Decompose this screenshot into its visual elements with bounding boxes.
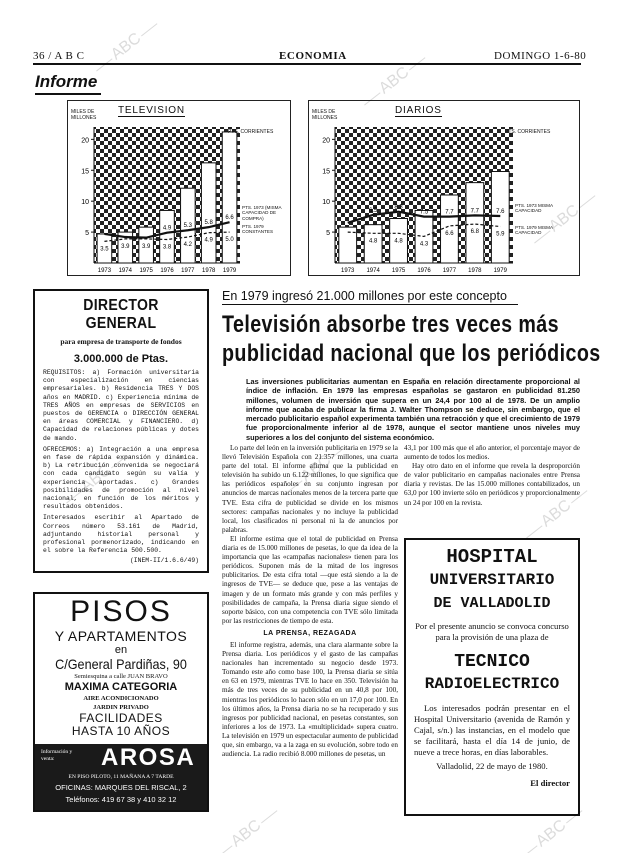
data-label: 6.8 <box>470 229 480 236</box>
paragraph: 43,1 por 100 más que el año anterior, el porcentaje mayor de aumento de todos los medios. <box>404 444 580 462</box>
pisos-info: Información y venta: <box>41 749 73 762</box>
chart-units: MILES DE MILLONES <box>312 109 338 121</box>
informe-rule <box>35 93 101 95</box>
header-rule <box>33 63 581 65</box>
ad-subtitle: para empresa de transporte de fondos <box>60 337 182 346</box>
data-label: 7.7 <box>445 209 454 216</box>
data-label: 7.5 <box>419 209 429 216</box>
legend-1973: PTS. 1973 MISMA CAPACIDAD <box>515 203 553 214</box>
page-label: 36 / A B C <box>33 50 85 62</box>
hospital-date: Valladolid, 22 de mayo de 1980. <box>436 761 548 771</box>
hospital-signature: El director <box>530 778 570 788</box>
paragraph: Lo parte del león en la inversión publicitaria en 1979 se la llevó Televisión Española con 21.357 millones, una cuarta parte del total. El informe afirma que la publicidad en televisión ha subido un 6.122 millones, lo que significa que las periódicos españoles en su conjunto ingresan por anuncios de marcas nacionales menos de la tercera parte que TVE. Esta cifra de publicidad se divide en los mismos sectores: campañas nacionales y no incluye la publicidad local, los clasificados ni personal ni la de anuncios por palabras. <box>222 444 398 534</box>
hospital-title-3: DE VALLADOLID <box>433 595 551 612</box>
data-label: 6.6 <box>445 230 454 237</box>
x-tick-label: 1979 <box>222 268 237 274</box>
data-label: 3.9 <box>121 243 130 250</box>
pisos-aire: AIRE ACONDICIONADO <box>83 695 159 702</box>
data-label: 7.7 <box>470 208 480 215</box>
bar-1978 <box>466 183 484 263</box>
y-tick-label: 5 <box>326 230 330 238</box>
x-tick-label: 1975 <box>391 268 406 274</box>
diarios-plot <box>309 101 579 275</box>
paragraph: El informe registra, además, una clara alarmante sobre la Prensa diaria. Los periódicos y el gasto de las campañas nacionales han incrementado su negocio desde 1973. Tomando este año como base 100, la Prensa diaria se sitúa en 63 en 1979, mientras TVE lo hace en 350. Televisión ha más de tres veces de su publicidad en un 40,8 por 100, mientras los periódicos lo hacen sólo en un 17,0 por 100. En los últimos años, la Prensa diaria no se ha recuperado y sus ingresos por publicidad nacional, en pesetas constantes, son inferiores a los de 1973. La «multiplicidad» supera cuatro. La televisión en 1979 un espectacular aumento de publicidad que, sin embargo, va a la zaga en su evolución, sobre todo en audiencia. La radio recibió 8.000 millones de pesetas, un <box>222 640 398 759</box>
headline-line-2: publicidad nacional que los periódicos <box>222 340 601 367</box>
ad-requisitos: REQUISITOS: a) Formación universitaria con especialización en ciencias empresariales. b) Residencia TRES Y DOS años en MADRID. c) Experiencia mínima de TRES AÑOS en empresas de SERVICIOS en puestos de GERENCIA o DIRECCIÓN GENERAL en áreas COMERCIAL y FINANCIERO. d) Capacidad de relaciones públicas y dotes de mando. <box>43 369 199 442</box>
x-tick-label: 1976 <box>160 268 174 274</box>
bar-1979 <box>222 132 237 263</box>
y-tick-label: 10 <box>81 199 89 207</box>
x-tick-label: 1975 <box>139 268 153 274</box>
article-kicker: En 1979 ingresó 21.000 millones por este concepto <box>222 289 507 303</box>
bar-1979 <box>491 172 509 263</box>
pisos-piso: EN PISO PILOTO, 11 MAÑANA A 7 TARDE <box>68 774 174 780</box>
chart-title: DIARIOS <box>395 105 442 116</box>
diarios-chart <box>308 100 580 276</box>
subheading: LA PRENSA, REZAGADA <box>263 629 357 637</box>
page-date: DOMINGO 1-6-80 <box>494 50 587 62</box>
data-label: 3.8 <box>162 244 172 251</box>
ad-contacto: Interesados escribir al Apartado de Correos número 53.161 de Madrid, adjuntando historial personal y profesional pormenorizado, indicando en el sobre la Referencia 500.500. <box>43 514 199 555</box>
hospital-ad <box>404 538 580 816</box>
watermark: ABC <box>107 29 145 64</box>
pisos-hasta: HASTA 10 AÑOS <box>71 724 171 738</box>
watermark: ABC <box>537 496 575 531</box>
position-1: TECNICO <box>454 652 530 672</box>
informe-label: Informe <box>35 72 98 91</box>
bar-1976 <box>160 210 175 263</box>
data-label: 4.2 <box>183 242 193 249</box>
x-tick-label: 1973 <box>97 268 112 274</box>
data-label: 4.8 <box>394 238 403 245</box>
y-tick-label: 20 <box>322 137 330 145</box>
data-label: 5.8 <box>204 220 213 227</box>
pisos-oficinas: OFICINAS: MARQUES DEL RISCAL, 2 <box>55 783 187 792</box>
legend-1979: PTS. 1979 MISMA CAPACIDAD <box>515 225 553 236</box>
pisos-subtitle: Y APARTAMENTOS <box>54 628 188 644</box>
legend-corrientes: PTS. CORRIENTES <box>228 129 274 135</box>
bar-1978 <box>201 163 216 263</box>
hospital-title-1: HOSPITAL <box>446 546 538 568</box>
section-title: ECONOMIA <box>279 50 347 62</box>
legend-corrientes: PTS. CORRIENTES <box>505 129 551 135</box>
data-label: 8.3 <box>394 204 403 211</box>
watermark: ABC <box>297 451 335 486</box>
pisos-telefonos: Teléfonos: 419 67 38 y 410 32 12 <box>65 795 177 804</box>
data-label: 4.8 <box>368 238 378 245</box>
kicker-rule <box>222 304 518 305</box>
data-label: 6.6 <box>225 215 234 222</box>
x-tick-label: 1976 <box>417 268 431 274</box>
position-2: RADIOELECTRICO <box>424 675 560 693</box>
x-tick-label: 1977 <box>442 268 457 274</box>
arosa-logo: AROSA <box>101 744 196 771</box>
pisos-categoria: MAXIMA CATEGORIA <box>64 681 178 693</box>
hospital-body: Los interesados podrán presentar en el Hospital Universitario (avenida de Ramón y Cajal, s/n.) las instancias, en el modelo que se facilitará, hasta el día 14 de junio, de nueve a trece horas, en días laborables. <box>414 703 570 757</box>
data-label: 4.9 <box>204 237 213 244</box>
headline-line-1: Televisión absorbe tres veces más <box>222 311 559 338</box>
data-label: 6.5 <box>368 207 378 214</box>
watermark: ABC <box>532 816 570 851</box>
ad-salary: 3.000.000 de Ptas. <box>73 353 169 365</box>
y-tick-label: 10 <box>322 199 330 207</box>
paragraph: El informe estima que el total de publicidad en Prensa diaria es de 15.000 millones de pesetas, lo que da idea de la importancia que las «campañas nacionales» tienen para los periódicos. Suponen más de la mitad de los ingresos publicitarios. De esta cifra total —que está siendo a la de ingresos de TVE— se deduce que, pese a las ventajas de imagen y de un formato más grande y con más perfiles y posibilidades de campaña, la Prensa diaria sigue siendo el soporte básico, con una competencia con TVE sólo limitada por las restricciones de tiempo de esta. <box>222 534 398 625</box>
y-tick-label: 20 <box>81 137 89 145</box>
pisos-title: PISOS <box>70 595 172 628</box>
pisos-jardin: JARDIN PRIVADO <box>93 704 149 711</box>
ad-ofrecemos: OFRECEMOS: a) Integración a una empresa en fase de rápida expansión y dinámica. b) La retribución convenida se negociará con cada candidato según su valía y experiencia aportadas. c) Grandes posibilidades de promoción al nivel nacional, en función de los méritos y resultados obtenidos. <box>43 445 199 511</box>
article-column-2 <box>404 444 580 508</box>
pisos-ad <box>33 592 209 812</box>
television-chart <box>67 100 291 276</box>
chart-title: TELEVISION <box>118 105 185 116</box>
watermark: ABC <box>227 816 265 851</box>
x-tick-label: 1974 <box>366 268 380 274</box>
data-label: 3.9 <box>141 243 151 250</box>
legend-1979: PTS. 1979 CONSTANTES <box>242 224 274 235</box>
x-tick-label: 1973 <box>341 268 355 274</box>
data-label: 5.3 <box>183 223 193 230</box>
y-tick-label: 5 <box>85 230 89 238</box>
ad-reference: (INEM-II/1.6.6/49) <box>129 557 199 565</box>
pisos-footer <box>35 744 207 810</box>
hospital-intro: Por el presente anuncio se convoca concurso para la provisión de una plaza de <box>415 621 569 642</box>
data-label: 5.9 <box>496 231 505 238</box>
y-tick-label: 15 <box>322 168 330 176</box>
x-tick-label: 1978 <box>202 268 216 274</box>
chart-units: MILES DE MILLONES <box>71 109 97 121</box>
pisos-esquina: Semiesquina a calle JUAN BRAVO <box>74 673 168 680</box>
article-column-1 <box>222 444 398 759</box>
article-lead: Las inversiones publicitarias aumentan en España en relación directamente proporcional al índice de inflación. En 1979 las empresas españolas se gastaron en publicidad 81.250 millones, volumen de inversión que supera en un 24,4 por 100 al de 1978. De un amplio informe que acaba de publicar la firma J. Walter Thompson se deduce, sin embargo, que el mercado publicitario español experimenta también una retracción y que el crecimiento de 1979 fue proporcionalmente inferior al de 1978, aunque el sector mantiene unos niveles muy superiores a los del conjunto del sistema económico. <box>246 377 580 442</box>
pisos-en: en <box>114 644 128 656</box>
data-label: 4.3 <box>419 241 429 248</box>
legend-1973: PTS. 1973 (MISMA CAPACIDAD DE COMPRA) <box>242 205 282 221</box>
ad-title: DIRECTOR GENERAL <box>83 297 159 332</box>
x-tick-label: 1978 <box>468 268 482 274</box>
data-label: 5.0 <box>225 237 234 244</box>
data-label: 4.9 <box>162 225 172 232</box>
data-label: 7.6 <box>496 209 505 216</box>
data-label: 3.5 <box>100 246 109 253</box>
television-plot <box>68 101 290 275</box>
director-general-ad <box>33 289 209 573</box>
x-tick-label: 1974 <box>118 268 132 274</box>
x-tick-label: 1977 <box>181 268 195 274</box>
x-tick-label: 1979 <box>493 268 507 274</box>
hospital-title-2: UNIVERSITARIO <box>429 571 555 589</box>
y-tick-label: 15 <box>81 168 89 176</box>
pisos-street: C/General Pardiñas, 90 <box>55 656 187 672</box>
watermark: ABC <box>375 63 413 98</box>
paragraph: Hay otro dato en el informe que revela la desproporción de valor publicitario en campañas nacionales entre Prensa diaria y revistas. De las 15.000 millones contabilizados, un 63,0 por 100 invierte sólo en periódicos y proporcionalmente un 24 por 100 en la revista. <box>404 462 580 507</box>
pisos-facilidades: FACILIDADES <box>79 711 163 725</box>
